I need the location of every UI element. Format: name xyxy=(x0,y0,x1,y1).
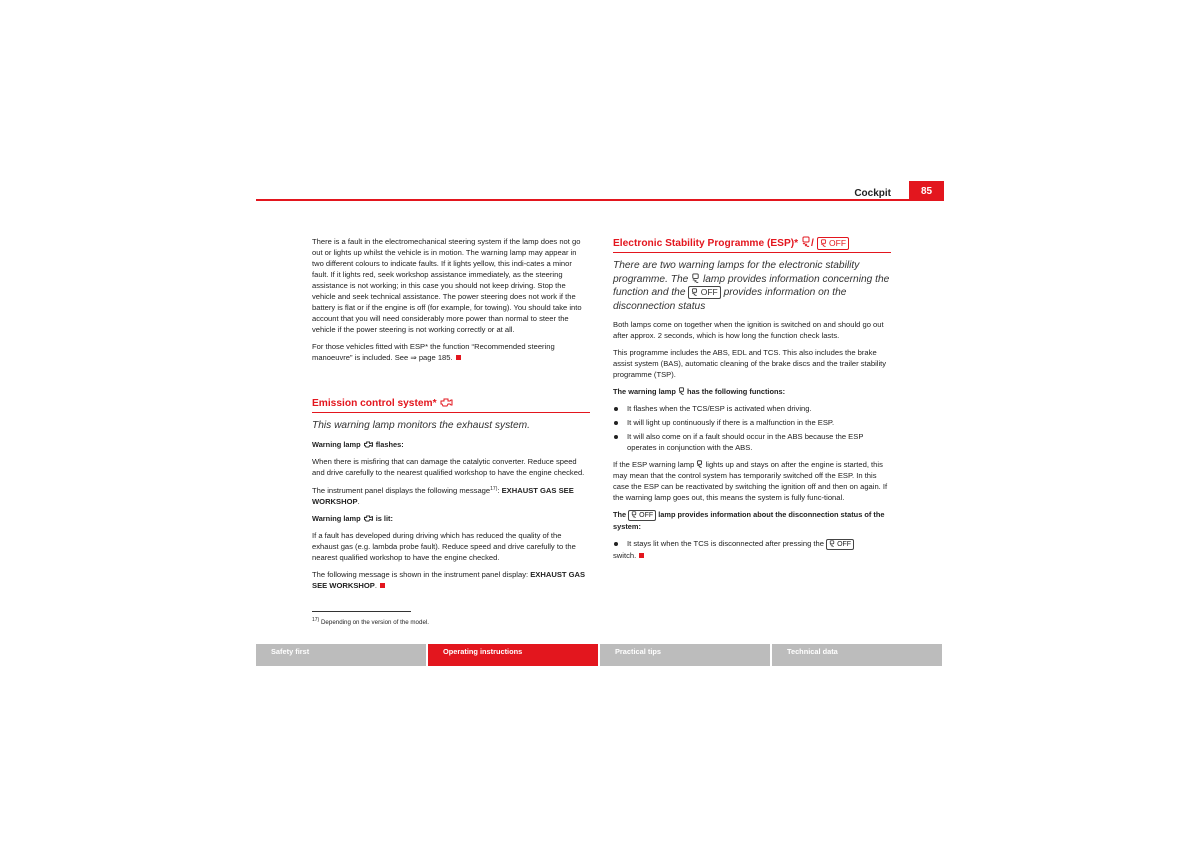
tab-technical-data[interactable]: Technical data xyxy=(772,644,942,666)
esp-lamp-stays-on-paragraph xyxy=(613,459,891,503)
flashes-suffix: flashes: xyxy=(375,439,404,449)
esp-lead-part-2: lamp provides information concerning the function and the xyxy=(613,273,890,298)
bullet-icon xyxy=(614,542,618,546)
engine-warning-icon xyxy=(363,441,374,448)
footnote-ref: 17) xyxy=(490,485,498,492)
footnote xyxy=(312,617,429,626)
last-bullet-part-1: It stays lit when the TCS is disconnected after pressing the xyxy=(627,539,824,548)
flashes-subheading xyxy=(312,439,590,450)
bullet-icon xyxy=(614,407,618,411)
message-2 xyxy=(312,569,590,591)
esp-lead-part-1: There are two warning lamps for the electronic stability programme. The xyxy=(613,260,860,285)
list-item xyxy=(613,431,891,453)
lit-suffix: is lit: xyxy=(375,513,393,523)
disconnection-suffix: lamp provides information about the disconnection status of the system: xyxy=(613,510,885,531)
esp-lead-part-3: provides information on the disconnection status xyxy=(613,287,847,312)
end-of-section-mark xyxy=(380,583,385,588)
esp-skid-icon xyxy=(829,540,835,547)
section-title: Cockpit xyxy=(854,188,891,199)
left-column xyxy=(312,236,590,597)
esp-heading xyxy=(613,236,891,253)
end-of-section-mark xyxy=(456,355,461,360)
emission-heading xyxy=(312,397,590,413)
flashes-text: When there is misfiring that can damage the catalytic converter. Reduce speed and drive carefully to the nearest qualified workshop to have the engine checked. xyxy=(312,456,585,477)
function-check-paragraph: Both lamps come on together when the ignition is switched on and should go out after approx. 2 seconds, which is how long the function check lasts. xyxy=(613,320,884,340)
end-of-section-mark xyxy=(639,553,644,558)
esp-skid-icon xyxy=(678,387,685,395)
bullet-icon xyxy=(614,435,618,439)
list-item xyxy=(613,403,891,414)
message-1-text: The instrument panel displays the following message xyxy=(312,485,491,495)
emission-lead: This warning lamp monitors the exhaust system. xyxy=(312,420,530,431)
functions-label: The warning lamp xyxy=(613,387,676,396)
off-label: OFF xyxy=(829,238,847,248)
programme-includes-paragraph: This programme includes the ABS, EDL and TCS. This also includes the brake assist system (BAS), automatic cleaning of the brake discs and the trailer stability programme (TSP). xyxy=(613,348,887,379)
esp-skid-icon xyxy=(801,236,811,247)
disconnection-subheading xyxy=(613,509,891,532)
stays-on-part-1: If the ESP warning lamp xyxy=(613,460,695,469)
lit-subheading xyxy=(312,513,590,524)
list-item-text: It flashes when the TCS/ESP is activated when driving. xyxy=(627,404,812,413)
header-rule xyxy=(256,199,944,201)
list-item-text: It will light up continuously if there is a malfunction in the ESP. xyxy=(627,418,835,427)
tab-safety-first[interactable]: Safety first xyxy=(256,644,426,666)
last-bullet-part-2: switch. xyxy=(613,551,637,560)
esp-steering-paragraph xyxy=(312,341,590,363)
tab-practical-tips[interactable]: Practical tips xyxy=(600,644,770,666)
message-2-text: The following message is shown in the instrument panel display: xyxy=(312,569,531,579)
esp-skid-icon xyxy=(631,511,637,518)
heading-slash: / xyxy=(810,238,814,249)
esp-steering-text: For those vehicles fitted with ESP* the function “Recommended steering manoeuvre” is included. See ⇒ page 185. xyxy=(312,342,555,362)
lit-text: If a fault has developed during driving which has reduced the quality of the exhaust gas (e.g. lambda probe fault). Reduce speed and drive carefully to the nearest qualified workshop to have the engine checked. xyxy=(312,530,576,562)
esp-heading-text: Electronic Stability Programme (ESP)* xyxy=(613,238,799,249)
page-number: 85 xyxy=(909,181,944,201)
off-label: OFF xyxy=(837,541,852,548)
last-bullet-continuation xyxy=(613,550,891,561)
esp-off-button-symbol xyxy=(688,286,720,299)
message-2-display: EXHAUST GAS SEE WORKSHOP xyxy=(312,569,586,590)
message-1-colon: : xyxy=(497,485,502,495)
list-item-text xyxy=(627,538,854,550)
bullet-icon xyxy=(614,421,618,425)
esp-lead xyxy=(613,259,891,313)
esp-skid-icon xyxy=(691,288,698,296)
esp-skid-icon xyxy=(691,273,700,283)
message-1 xyxy=(312,484,590,507)
footnote-number: 17) xyxy=(312,617,320,623)
message-2-end: . xyxy=(374,580,377,590)
esp-skid-icon xyxy=(820,239,827,247)
steering-fault-paragraph: There is a fault in the electromechanical steering system if the lamp does not go out or lights up whilst the vehicle is in motion. The warning lamp may appear in two different colours to indicate faults. If it lights yellow, this indi-cates a minor fault. If it lights red, seek workshop assistance immediately, as the steering assistance is not working; in this case you should not keep driving. Stop the vehicle and seek technical assistance. The power steering does not work if the battery is flat or if the engine is off (for example, for towing). You should take into account that you will need considerably more power than normal to steer the vehicle if the power steering is not working correctly or at all. xyxy=(312,237,582,334)
footnote-text: Depending on the version of the model. xyxy=(320,619,429,626)
functions-subheading xyxy=(613,386,891,397)
flashes-label: Warning lamp xyxy=(312,439,361,449)
footnote-rule xyxy=(312,611,411,612)
esp-off-button-symbol xyxy=(826,539,854,550)
engine-warning-icon xyxy=(363,515,374,522)
esp-skid-icon xyxy=(696,460,703,468)
functions-suffix: has the following functions: xyxy=(686,387,786,396)
list-item xyxy=(613,417,891,428)
tab-operating-instructions[interactable]: Operating instructions xyxy=(428,644,598,666)
right-column xyxy=(613,236,891,567)
message-1-display: EXHAUST GAS SEE WORKSHOP xyxy=(312,485,574,506)
list-item xyxy=(613,538,891,550)
engine-warning-icon xyxy=(439,398,454,407)
disconnection-label: The xyxy=(613,510,627,519)
emission-heading-text: Emission control system* xyxy=(312,398,437,409)
lit-label: Warning lamp xyxy=(312,513,361,523)
off-label: OFF xyxy=(639,512,654,519)
esp-off-button-symbol xyxy=(817,237,849,250)
message-1-end: . xyxy=(357,496,360,506)
esp-off-button-symbol xyxy=(628,510,656,521)
list-item-text: It will also come on if a fault should occur in the ABS because the ESP operates in conjunction with the ABS. xyxy=(627,432,864,452)
stays-on-part-2: lights up and stays on after the engine is started, this may mean that the control system has temporarily switched off the ESP. In this case the ESP can be reactivated by switching the ignition off and then on again. If the warning lamp goes out, this means the system is fully func-tional. xyxy=(613,460,888,502)
off-label: OFF xyxy=(700,287,718,297)
